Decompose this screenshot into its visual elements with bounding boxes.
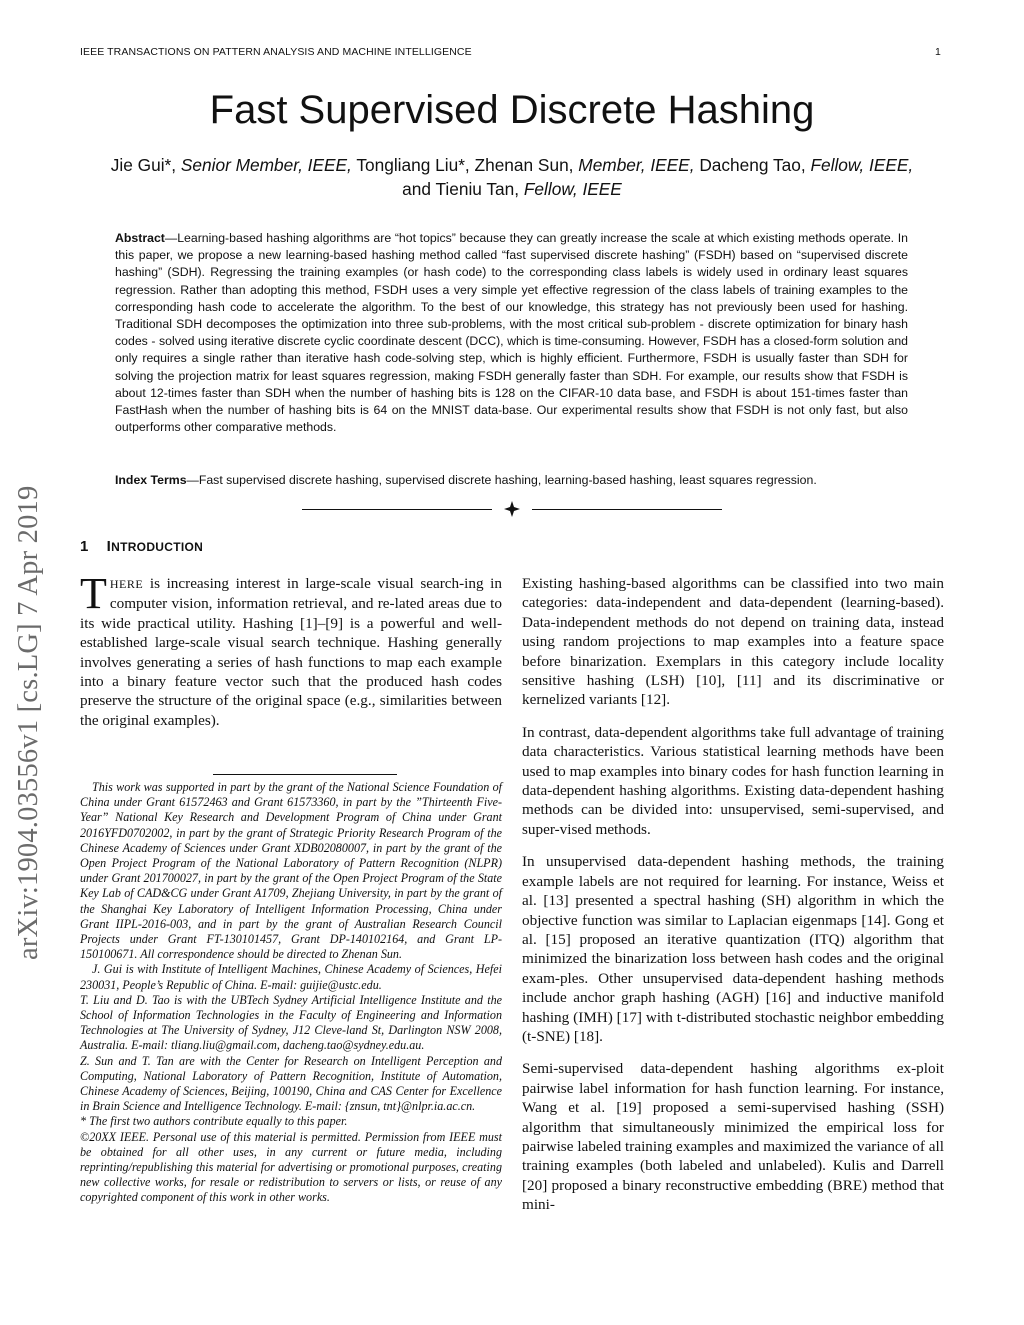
footnote-rule <box>213 774 397 775</box>
author-tan-role: Fellow, IEEE <box>523 179 622 199</box>
paragraph-categories: Existing hashing-based algorithms can be classified into two main categories: data-independent and data-dependent (learning-based). Data-independent methods do not depend on training data, instead using random projections to map examples into a feature space before binarization. Exemplars in this category include locality sensitive hashing (LSH) [10], [11] and its discriminative or kernelized variants [12]. <box>522 575 944 709</box>
abstract <box>115 230 908 436</box>
separator-rule-right <box>532 509 722 510</box>
author-gui: Jie Gui*, <box>110 155 181 175</box>
author-list <box>70 153 954 201</box>
paragraph-unsupervised: In unsupervised data-dependent hashing methods, the training example labels are not required for learning. For instance, Weiss et al. [13] presented a spectral hashing (SH) algorithm in which the objective function was similar to Laplacian eigenmaps [14]. Gong et al. [15] proposed an iterative quantization (ITQ) algorithm that minimized the binarization loss between hash codes and the original exam-ples. Other unsupervised data-dependent hashing methods include anchor graph hashing (AGH) [16] and inductive manifold hashing (IMH) [17] with t-distributed stochastic neighbor embedding (t-SNE) [18]. <box>522 853 944 1045</box>
footnote-copyright: ©20XX IEEE. Personal use of this material is permitted. Permission from IEEE must be obtained for all other uses, in any current or future media, including reprinting/republishing this material for advertising or promotional purposes, creating new collective works, for resale or redistribution to servers or lists, or reuse of any copyrighted component of this work in other works. <box>80 1129 502 1205</box>
author-tao: Dacheng Tao, <box>694 155 811 175</box>
footnote-funding: This work was supported in part by the grant of the National Science Foundation of China under Grant 61572463 and Grant 61573360, in part by the ”Thirteenth Five-Year” National Key Research and Development Program of China under Grant 2016YFD0702002, in part by the grant of Strategic Priority Research Program of the Chinese Academy of Sciences under Grant XDB02080007, in part by the grant of the Open Project Program of the National Laboratory of Pattern Recognition (NLPR) under Grant 201700027, in part by the grant of the Open Project Program of the State Key Lab of CAD&CG under Grant A1709, Zhejiang University, in part by the grant of the Shanghai Key Laboratory of Intelligent Information Processing, China under Grant IIPL-2016-003, and in part by the grant of Australian Research Council Projects under Grant FT-130101457, Grant DP-140102164, and Grant LP-150100671. All correspondence should be directed to Zhenan Sun. <box>80 780 502 962</box>
arxiv-stamp: arXiv:1904.03556v1 [cs.LG] 7 Apr 2019 <box>13 485 44 960</box>
abstract-text: —Learning-based hashing algorithms are “hot topics” because they can greatly increase the scale at which existing methods operate. In this paper, we propose a new learning-based hashing method called “fast supervised discrete hashing” (FSDH) based on “supervised discrete hashing” (SDH). Regressing the training examples (or hash code) to the corresponding class labels is widely used in ordinary least squares regression. Rather than adopting this method, FSDH uses a very simple yet effective regression of the class labels of training examples to the corresponding hash code to accelerate the algorithm. To the best of our knowledge, this strategy has not previously been used for hashing. Traditional SDH decomposes the optimization into three sub-problems, with the most critical sub-problem - discrete optimization for binary hash codes - solved using iterative discrete cyclic coordinate descent (DCC), which is time-consuming. However, FSDH has a closed-form solution and only requires a single rather than iterative hash code-solving step, which is highly efficient. Furthermore, FSDH is usually faster than SDH for solving the projection matrix for least squares regression, making FSDH generally faster than SDH. For example, our results show that FSDH is about 12-times faster than SDH when the number of hashing bits is 128 on the CIFAR-10 data base, and FSDH is about 151-times faster than FastHash when the number of hashing bits is 64 on the MNIST data-base. Our experimental results show that FSDH is not only fast, but also outperforms other comparative methods. <box>115 231 908 435</box>
drop-cap-rest: HERE <box>109 577 144 591</box>
right-column-body <box>522 574 944 1228</box>
paper-title: Fast Supervised Discrete Hashing <box>209 88 815 132</box>
section-title-rest: NTRODUCTION <box>111 540 204 554</box>
section-number: 1 <box>80 538 89 555</box>
author-tan: and Tieniu Tan, <box>402 179 524 199</box>
separator-rule-left <box>302 509 492 510</box>
index-terms-text: —Fast supervised discrete hashing, supervised discrete hashing, learning-based hashing, least squares regression. <box>186 473 817 487</box>
footnote-liu-tao-affiliation: T. Liu and D. Tao is with the UBTech Sydney Artificial Intelligence Institute and the School of Information Technologies in the Faculty of Engineering and Information Technologies at The University of Sydney, J12 Cleve-land St, Darlington NSW 2008, Australia. E-mail: tliang.liu@gmail.com, dacheng.tao@sydney.edu.au. <box>80 992 502 1053</box>
abstract-label: Abstract <box>115 231 165 245</box>
footnote-gui-affiliation: J. Gui is with Institute of Intelligent Machines, Chinese Academy of Sciences, Hefei 230031, People’s Republic of China. E-mail: guijie@ustc.edu. <box>80 962 502 992</box>
paragraph-semi-supervised: Semi-supervised data-dependent hashing algorithms ex-ploit pairwise label information for hash function learning. For instance, Wang et al. [19] proposed a semi-supervised hashing (SSH) algorithm that simultaneously minimized the empirical loss for pairwise labeled training examples and maximized the variance of all training examples (both labeled and unlabeled). Kulis and Darrell [20] proposed a binary reconstructive embedding (BRE) method that mini- <box>522 1060 944 1214</box>
intro-paragraph-text: is increasing interest in large-scale visual search-ing in computer vision, information retrieval, and re-lated areas due to its wide practical utility. Hashing [1]–[9] is a powerful and well-established large-scale visual search technique. Hashing generally involves generating a series of hash functions to map each example into a binary feature vector such that the produced hash codes preserve the structure of the original space (e.g., similarities between the original examples). <box>80 575 502 729</box>
drop-cap: T <box>80 569 107 618</box>
section-title-initial: I <box>106 538 112 555</box>
index-terms-label: Index Terms <box>115 473 187 487</box>
footnote-equal-contribution: * The first two authors contribute equally to this paper. <box>80 1114 348 1129</box>
intro-paragraph <box>80 569 502 730</box>
paragraph-data-dependent: In contrast, data-dependent algorithms take full advantage of training data characteristics. Various statistical learning methods have been used to map examples into binary codes for hash function learning in data-dependent hashing algorithms. Existing data-dependent hashing methods can be divided into: unsupervised, semi-supervised, and super-vised methods. <box>522 723 944 838</box>
footnote-sun-tan-affiliation: Z. Sun and T. Tan are with the Center for Research on Intelligent Perception and Computing, National Laboratory of Pattern Recognition, Institute of Automation, Chinese Academy of Sciences, Beijing, 100190, China and CAS Center for Excellence in Brain Science and Intelligence Technology. E-mail: {znsun, tnt}@nlpr.ia.ac.cn. <box>80 1053 502 1114</box>
left-column-body <box>80 569 502 743</box>
index-terms <box>115 472 908 489</box>
section-heading <box>80 538 203 555</box>
footnotes <box>80 780 502 1206</box>
author-gui-role: Senior Member, IEEE, <box>180 155 352 175</box>
author-sun-role: Member, IEEE, <box>578 155 695 175</box>
author-tao-role: Fellow, IEEE, <box>810 155 914 175</box>
diamond-icon <box>503 500 521 518</box>
authors-liu-sun: Tongliang Liu*, Zhenan Sun, <box>351 155 579 175</box>
page-number: 1 <box>935 46 941 58</box>
running-head: IEEE TRANSACTIONS ON PATTERN ANALYSIS AND MACHINE INTELLIGENCE <box>80 46 472 58</box>
